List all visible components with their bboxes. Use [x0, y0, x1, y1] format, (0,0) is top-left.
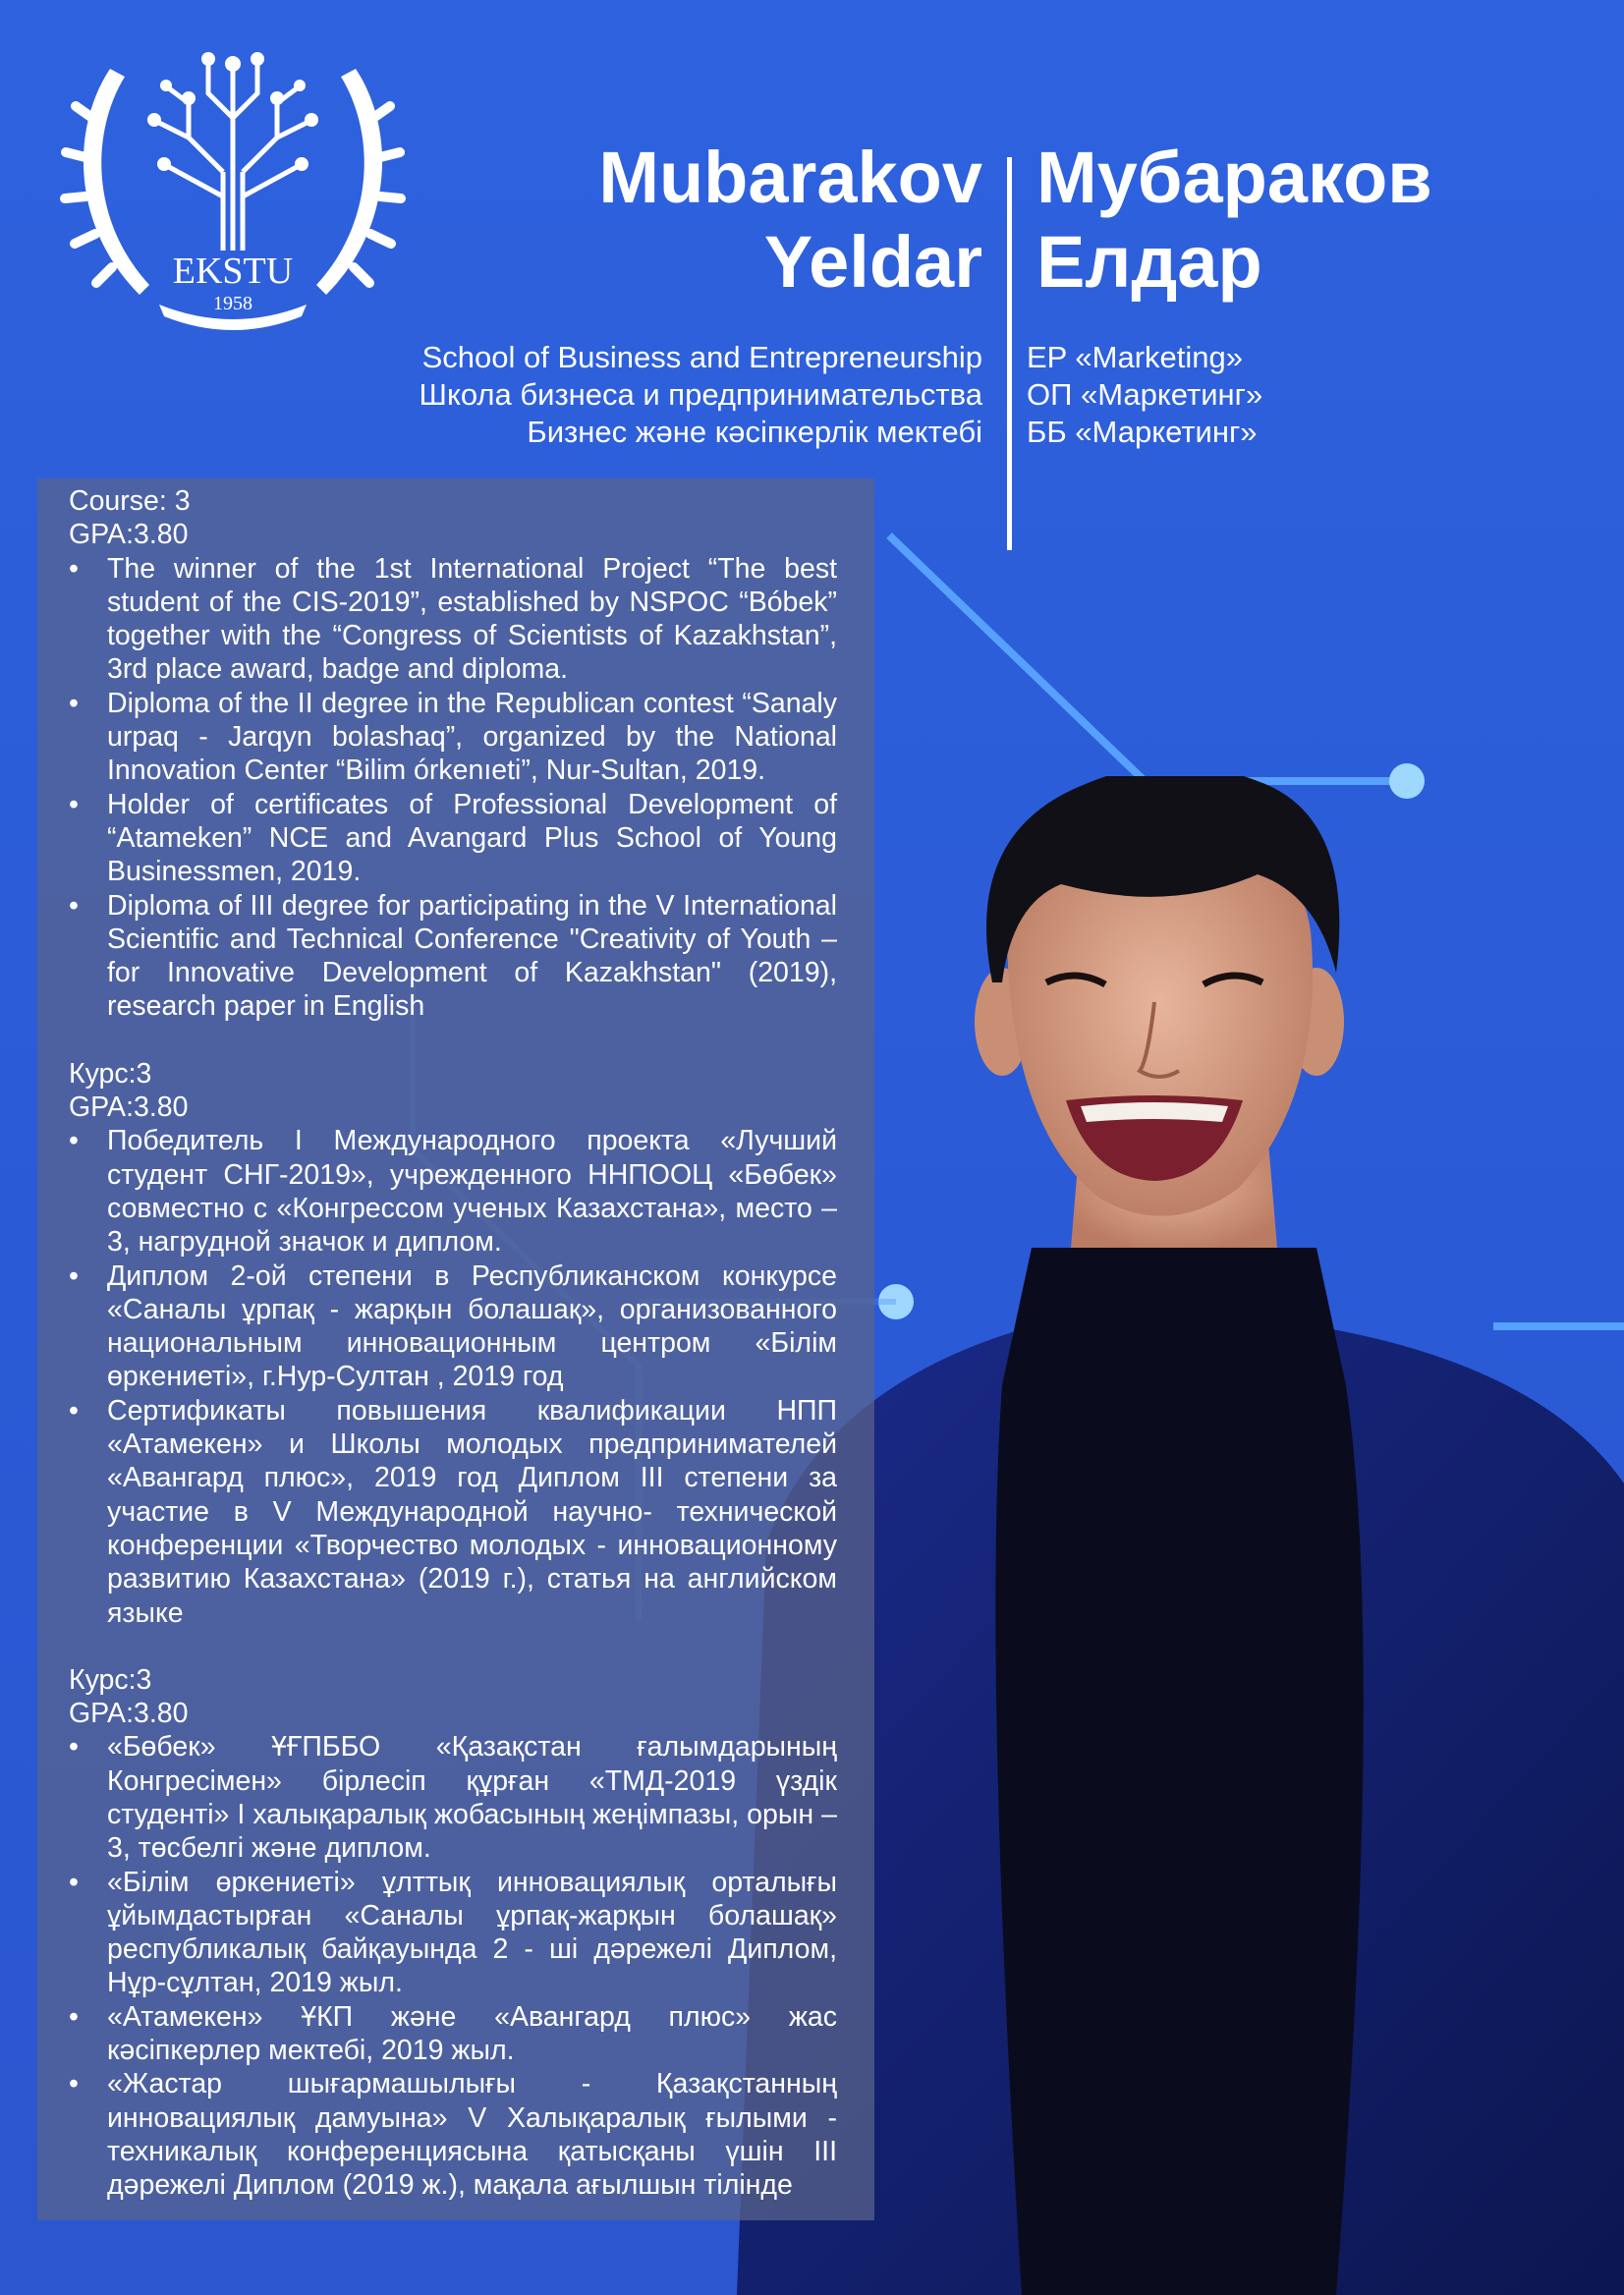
surname-english: Mubarakov: [598, 137, 982, 218]
program-english: EP «Marketing»: [1027, 340, 1243, 374]
gpa-label: GPA:3.80: [69, 1698, 189, 1730]
name-english: [472, 136, 982, 305]
circuit-tree-icon: [159, 64, 307, 251]
list-item: • Сертификаты повышения квалификации НПП «Атамекен» и Школы молодых предпринимателей «Авангард плюс», 2019 год Диплом III степени за участие в V Международной научно- технической конференции «Творчество молодых - инновационному развитию Казахстана» (2019 г.), статья на английском языке: [69, 1394, 837, 1630]
list-item: • Победитель I Международного проекта «Лучший студент СНГ-2019», учрежденного ННПООЦ «Бөбек» совместно с «Конгрессом ученых Казахстана», место – 3, нагрудной значок и диплом.: [69, 1124, 837, 1259]
achievement-list: [69, 1730, 837, 2202]
surname-russian: Мубараков: [1036, 137, 1432, 218]
course-label: Course: 3: [69, 485, 191, 517]
given-name-english: Yeldar: [763, 221, 982, 303]
course-label: Курс:3: [69, 1663, 152, 1696]
list-item: • «Бөбек» ҰҒПББО «Қазақстан ғалымдарының Конгресімен» бірлесіп құрған «ТМД-2019 үздік студенті» I халықаралық жобасының жеңімпазы, орын – 3, төсбелгі және диплом.: [69, 1730, 837, 1865]
list-item: • Diploma of the II degree in the Republican contest “Sanaly urpaq - Jarqyn bolashaq”, organized by the National Innovation Center “Bilim órkenıeti”, Nur-Sultan, 2019.: [69, 687, 837, 788]
list-item: • Диплом 2-ой степени в Республиканском конкурсе «Саналы ұрпақ - жарқын болашақ», организованного национальным инновационным центром «Білім өркениеті», г.Нур-Султан , 2019 год: [69, 1259, 837, 1394]
logo-year: 1958: [213, 293, 252, 314]
achievements-content: [69, 484, 837, 2236]
achievement-list: [69, 1124, 837, 1629]
list-item: • «Білім өркениеті» ұлттық инновациялық орталығы ұйымдастырған «Саналы ұрпақ-жарқын болашақ» республикалық байқауында 2 - ші дәрежелі Диплом, Нұр-сұлтан, 2019 жыл.: [69, 1866, 837, 2000]
section-kazakh: [69, 1663, 837, 2203]
ekstu-logo: [51, 10, 415, 334]
list-item: • «Атамекен» ҰКП және «Авангард плюс» жас кәсіпкерлер мектебі, 2019 жыл.: [69, 2000, 837, 2068]
school-kazakh: Бизнес және кәсіпкерлік мектебі: [527, 415, 982, 449]
list-item: • Diploma of III degree for participating in the V International Scientific and Technical Conference "Creativity of Youth – for Innovative Development of Kazakhstan" (2019), research paper in English: [69, 889, 837, 1024]
name-divider: [1007, 157, 1012, 550]
section-english: [69, 484, 837, 1024]
turtleneck: [995, 1248, 1363, 2295]
given-name-russian: Елдар: [1036, 221, 1262, 303]
achievement-list: [69, 552, 837, 1024]
school-english: School of Business and Entrepreneurship: [421, 340, 982, 374]
course-label: Курс:3: [69, 1057, 152, 1090]
list-item: • «Жастар шығармашылығы - Қазақстанның инновациялық дамуына» V Халықаралық ғылыми - техникалық конференциясына қатысқаны үшін III дәрежелі Диплом (2019 ж.), мақала ағылшын тілінде: [69, 2067, 837, 2202]
program-kazakh: ББ «Маркетинг»: [1027, 415, 1258, 449]
gpa-label: GPA:3.80: [69, 1092, 189, 1124]
school-block: [354, 339, 982, 451]
list-item: • The winner of the 1st International Project “The best student of the CIS-2019”, established by NSPOC “Bóbek” together with the “Congress of Scientists of Kazakhstan”, 3rd place award, badge and diploma.: [69, 552, 837, 687]
name-russian: [1036, 136, 1587, 305]
logo-text: EKSTU: [172, 251, 294, 292]
section-russian: [69, 1057, 837, 1630]
school-russian: Школа бизнеса и предпринимательства: [419, 377, 982, 412]
circuit-line-top: [889, 535, 1405, 781]
list-item: • Holder of certificates of Professional Development of “Atameken” NCE and Avangard Plus School of Young Businessmen, 2019.: [69, 788, 837, 889]
program-block: [1027, 339, 1420, 451]
gpa-label: GPA:3.80: [69, 519, 189, 551]
program-russian: ОП «Маркетинг»: [1027, 377, 1263, 412]
